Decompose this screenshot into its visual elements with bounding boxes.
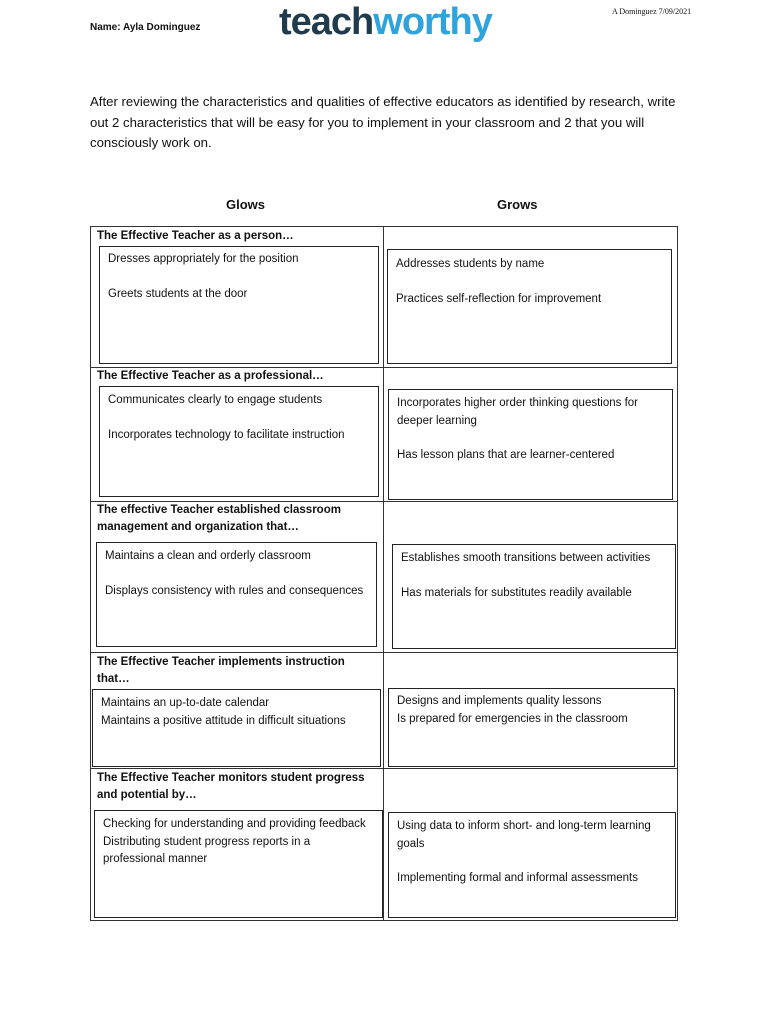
glows-box-monitoring xyxy=(94,810,383,918)
section-title-management: The effective Teacher established classroom management and organization that… xyxy=(97,504,341,533)
grow-item: Has materials for substitutes readily available xyxy=(401,586,632,599)
glow-item: Greets students at the door xyxy=(108,287,248,300)
glows-box-person xyxy=(99,246,379,364)
grow-item: Designs and implements quality lessons xyxy=(397,695,602,707)
teachworthy-logo xyxy=(279,0,492,44)
section-title-professional: The Effective Teacher as a professional… xyxy=(97,370,324,382)
grows-box-professional xyxy=(388,389,673,500)
glow-item: Maintains an up-to-date calendar xyxy=(101,697,270,709)
row-divider xyxy=(90,768,678,769)
logo-part-teach: teach xyxy=(279,1,374,43)
glows-column-heading: Glows xyxy=(226,197,266,212)
glows-box-management xyxy=(96,542,377,647)
grow-item: Establishes smooth transitions between activities xyxy=(401,552,651,564)
glow-item: Maintains a positive attitude in difficult situations xyxy=(101,714,346,727)
grow-item: Addresses students by name xyxy=(396,258,545,270)
grow-item: Is prepared for emergencies in the classroom xyxy=(397,712,628,725)
grow-item: Has lesson plans that are learner-centered xyxy=(397,449,615,461)
grow-item: Practices self-reflection for improvement xyxy=(396,292,602,305)
glow-item: Checking for understanding and providing feedback xyxy=(103,818,366,830)
grows-box-instruction xyxy=(388,688,675,767)
glow-item: Dresses appropriately for the position xyxy=(108,253,299,265)
section-title-instruction: The Effective Teacher implements instruction that… xyxy=(97,656,345,685)
glow-item: Displays consistency with rules and consequences xyxy=(105,584,364,597)
grow-item: Implementing formal and informal assessments xyxy=(397,872,638,884)
row-divider xyxy=(90,652,678,653)
glow-item: Maintains a clean and orderly classroom xyxy=(105,550,311,562)
grow-item: Incorporates higher order thinking questions for deeper learning xyxy=(397,397,639,427)
grow-item: Using data to inform short- and long-term learning goals xyxy=(397,820,651,850)
column-divider xyxy=(383,226,384,921)
grows-column-heading: Grows xyxy=(497,197,538,212)
grows-box-monitoring xyxy=(388,812,676,918)
grows-box-management xyxy=(392,544,676,649)
grows-box-person xyxy=(387,249,672,364)
glows-box-professional xyxy=(99,386,379,497)
section-title-monitoring: The Effective Teacher monitors student progress and potential by… xyxy=(97,772,365,801)
section-title-person: The Effective Teacher as a person… xyxy=(97,230,294,242)
student-name: Name: Ayla Dominguez xyxy=(90,22,201,33)
logo-part-worthy: worthy xyxy=(373,1,492,43)
glow-item: Communicates clearly to engage students xyxy=(108,394,323,406)
date-stamp: A Dominguez 7/09/2021 xyxy=(612,7,692,16)
glow-item: Incorporates technology to facilitate instruction xyxy=(108,428,345,441)
glow-item: Distributing student progress reports in a professional manner xyxy=(103,835,311,865)
glows-box-instruction xyxy=(92,689,381,767)
instructions-paragraph: After reviewing the characteristics and qualities of effective educators as identified by research, write out 2 characteristics that will be easy for you to implement in your classroom and 2 that you will consciously work on. xyxy=(90,94,676,150)
